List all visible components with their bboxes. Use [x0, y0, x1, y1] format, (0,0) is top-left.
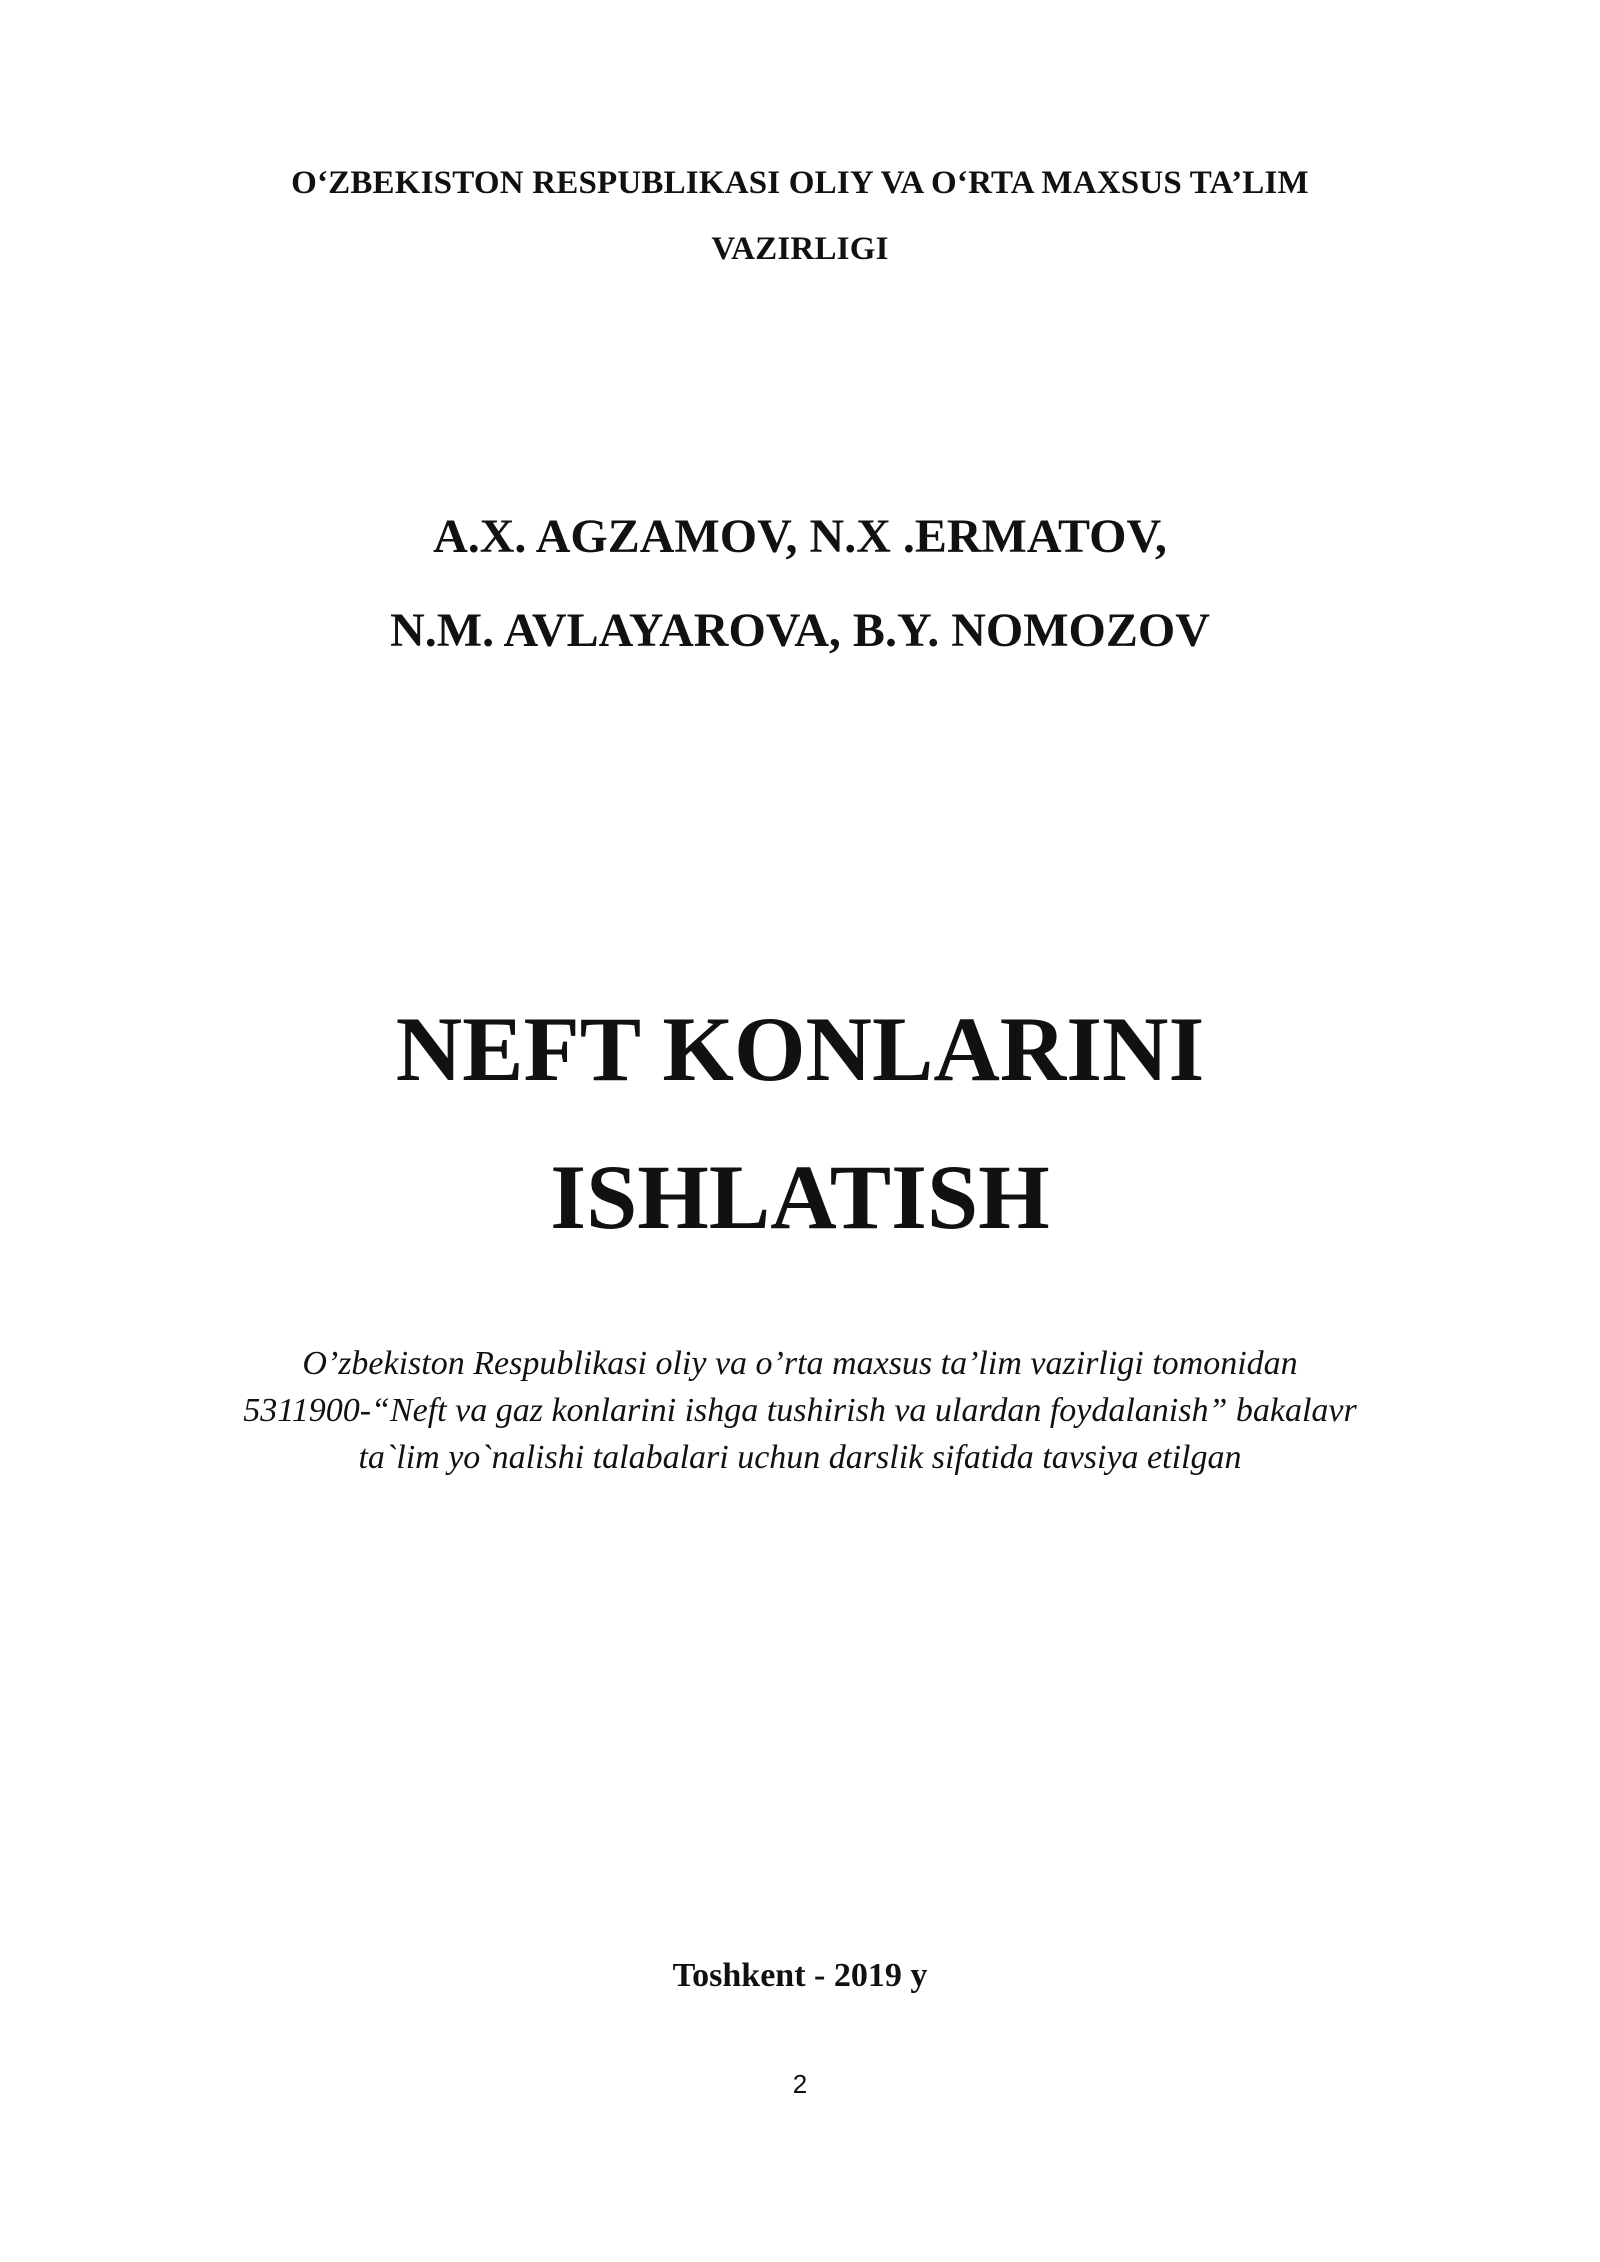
ministry-heading	[0, 150, 1600, 282]
page-number: 2	[792, 2069, 808, 2099]
book-title-line-1: NEFT KONLARINI	[395, 998, 1205, 1100]
approval-line-1: O’zbekiston Respublikasi oliy va o’rta maxsus ta’lim vazirligi tomonidan	[302, 1345, 1298, 1382]
book-title	[0, 975, 1600, 1271]
book-title-line-2: ISHLATISH	[550, 1146, 1050, 1248]
approval-statement	[0, 1340, 1600, 1481]
approval-line-2: 5311900-“Neft va gaz konlarini ishga tushirish va ulardan foydalanish” bakalavr	[243, 1392, 1357, 1429]
authors-line-1: A.X. AGZAMOV, N.X .ERMATOV,	[433, 510, 1167, 563]
ministry-heading-line-1: O‘ZBEKISTON RESPUBLIKASI OLIY VA O‘RTA MAXSUS TA’LIM	[291, 165, 1309, 201]
place-and-year: Toshkent - 2019 y	[672, 1957, 928, 1994]
ministry-heading-line-2: VAZIRLIGI	[711, 231, 889, 267]
authors-block	[0, 490, 1600, 678]
authors-line-2: N.M. AVLAYAROVA, B.Y. NOMOZOV	[390, 604, 1210, 657]
approval-line-3: ta`lim yo`nalishi talabalari uchun darslik sifatida tavsiya etilgan	[358, 1439, 1242, 1476]
